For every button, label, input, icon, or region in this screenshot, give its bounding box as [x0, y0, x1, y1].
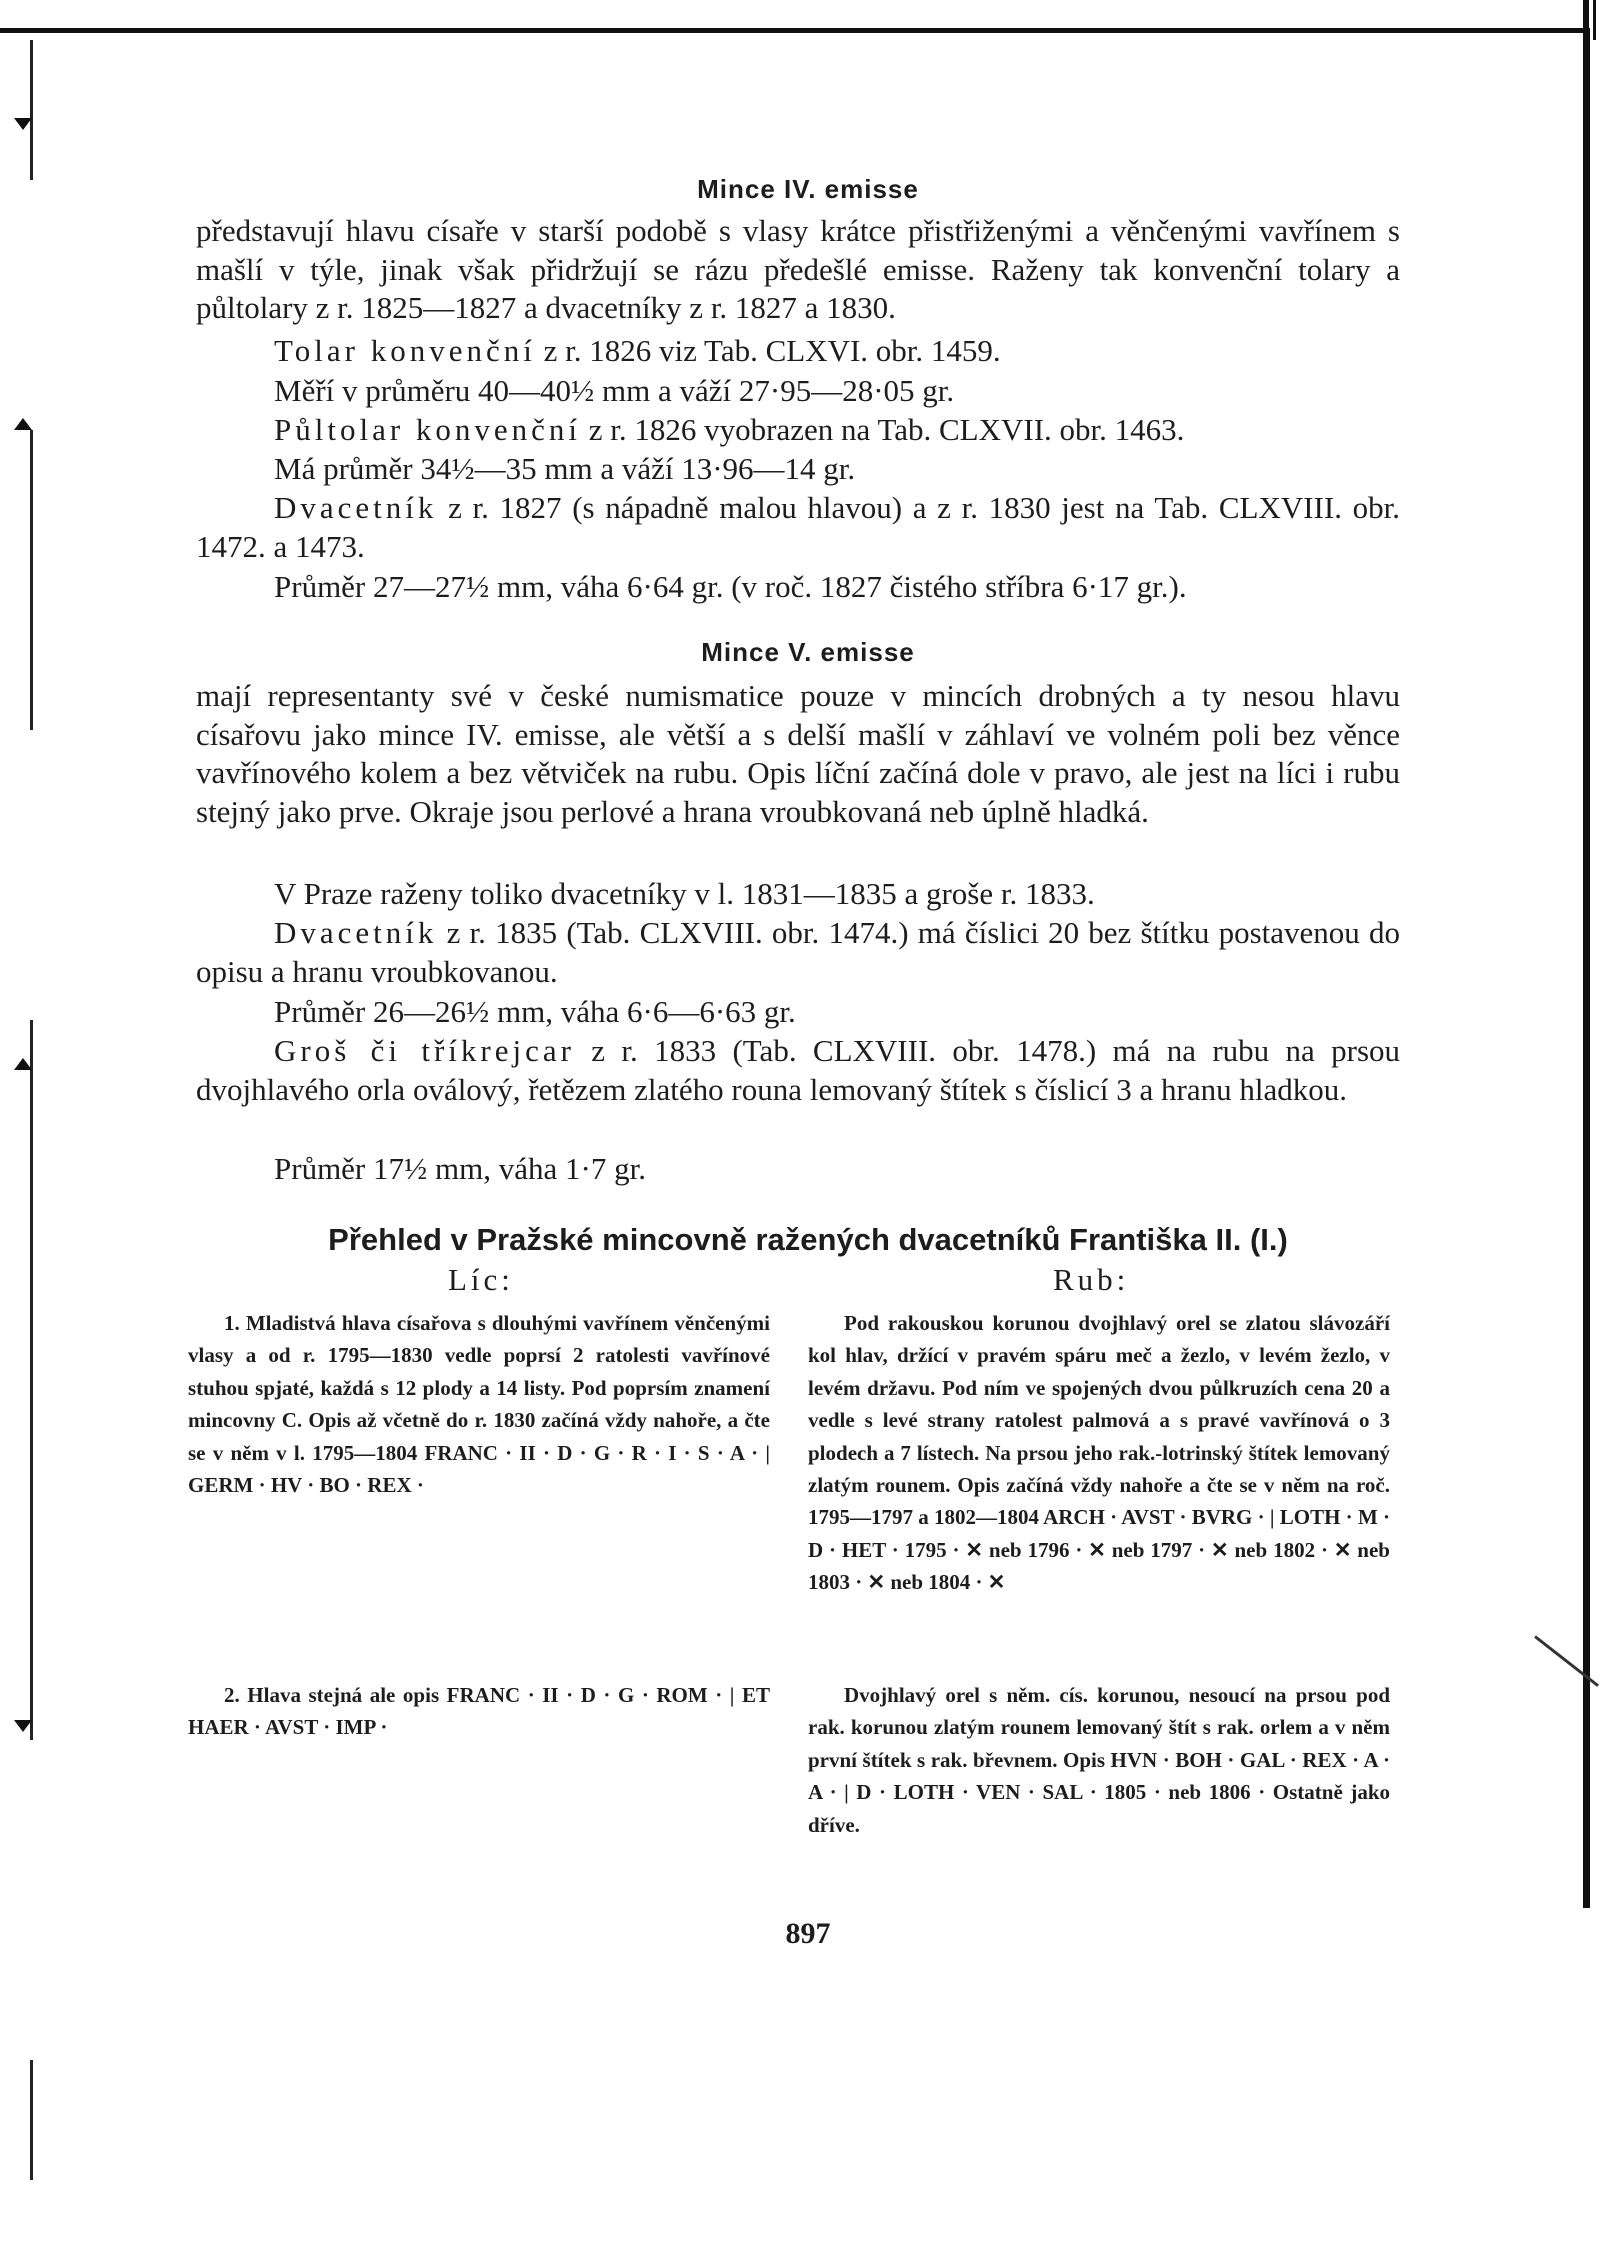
scan-border-corner: [1593, 0, 1596, 40]
scan-border-right: [1583, 28, 1590, 1908]
gros-text: z r. 1833 (Tab. CLXVIII. obr. 1478.) má na rubu na prsou dvojhlavého orla oválový, řetězem zlatého rouna lemovaný štítek s číslicí 3 a hranu hladkou.: [196, 1033, 1401, 1107]
pultolar-entry: [196, 411, 1400, 450]
dvacetnik-iv-entry: [196, 489, 1400, 566]
reverse-heading: Rub:: [1053, 1262, 1130, 1297]
section-iv-intro: představují hlavu císaře v starší podobě s vlasy krátce přistřiženými a věnčenými vavřínem s mašlí v týle, jinak však přidržují se rázu předešlé emisse. Raženy tak konvenční tolary a půltolary z r. 1825—1827 a dvacetníky z r. 1827 a 1830.: [196, 213, 1400, 325]
margin-marker-icon: [14, 1720, 32, 1732]
margin-marker-icon: [14, 418, 32, 430]
left-edge-rule: [30, 2060, 33, 2180]
tolar-text: z r. 1826 viz Tab. CLXVI. obr. 1459.: [543, 333, 1001, 368]
gros-entry: [196, 1032, 1400, 1109]
dvacetnik-iv-size: Průměr 27—27½ mm, váha 6·64 gr. (v roč. 1827 čistého stříbra 6·17 gr.).: [274, 569, 1187, 604]
pultolar-text: z r. 1826 vyobrazen na Tab. CLXVII. obr. 1463.: [588, 412, 1185, 447]
left-edge-rule: [30, 1020, 33, 1740]
margin-marker-icon: [14, 1058, 32, 1070]
reverse-item-1: Pod rakouskou korunou dvojhlavý orel se zlatou slávozáří kol hlav, držící v pravém spáru meč a žezlo, v levém žezlo, v levém državu. Pod ním ve spojených dvou půlkruzích cena 20 a vedle s levé strany ratolest palmová a s pravé vavřínová o 3 plodech a 7 lístech. Na prsou jeho rak.-lotrinský štítek lemovaný zlatým rounem. Opis začíná vždy nahoře a čte se v něm na roč. 1795—1797 a 1802—1804 ARCH · AVST · BVRG · | LOTH · M · D · HET · 1795 · ✕ neb 1796 · ✕ neb 1797 · ✕ neb 1802 · ✕ neb 1803 · ✕ neb 1804 · ✕: [808, 1311, 1391, 1595]
dvacetnik-v-name: Dvacetník: [274, 915, 438, 950]
obverse-item-1: 1. Mladistvá hlava císařova s dlouhými vavřínem věnčenými vlasy a od r. 1795—1830 vedle poprsí 2 ratolesti vavřínové stuhou spjaté, každá s 12 plody a 14 listy. Pod poprsím znamení mincovny C. Opis až včetně do r. 1830 začíná vždy nahoře, a čte se v něm v l. 1795—1804 FRANC · II · D · G · R · I · S · A · | GERM · HV · BO · REX ·: [188, 1311, 770, 1498]
dvacetnik-v-entry: [196, 914, 1400, 991]
tolar-entry: [196, 332, 1400, 371]
section-v-title: Mince V. emisse: [701, 637, 915, 667]
dvacetnik-iv-text: z r. 1827 (s nápadně malou hlavou) a z r. 1830 jest na Tab. CLXVIII. obr. 1472. a 1473.: [196, 490, 1400, 564]
left-edge-rule: [30, 430, 33, 730]
pultolar-name: Půltolar konvenční: [274, 412, 582, 447]
tolar-name: Tolar konvenční: [274, 333, 536, 368]
dvacetnik-iv-name: Dvacetník: [274, 490, 438, 525]
margin-marker-icon: [14, 118, 32, 130]
section-iv-title: Mince IV. emisse: [697, 174, 919, 204]
prague-note: V Praze raženy toliko dvacetníky v l. 1831—1835 a groše r. 1833.: [274, 876, 1095, 911]
pultolar-size: Má průměr 34½—35 mm a váží 13·96—14 gr.: [274, 451, 856, 486]
left-edge-rule: [30, 40, 33, 180]
obverse-heading: Líc:: [448, 1262, 514, 1297]
gros-size: Průměr 17½ mm, váha 1·7 gr.: [274, 1151, 646, 1186]
dvacetnik-v-text: z r. 1835 (Tab. CLXVIII. obr. 1474.) má číslici 20 bez štítku postavenou do opisu a hranu vroubkovanou.: [196, 915, 1400, 989]
obverse-item-2: 2. Hlava stejná ale opis FRANC · II · D · G · ROM · | ET HAER · AVST · IMP ·: [188, 1683, 770, 1740]
section-v-intro: mají representanty své v české numismatice pouze v mincích drobných a ty nesou hlavu císařovu jako mince IV. emisse, ale větší a s delší mašlí v záhlaví ve volném poli bez věnce vavřínového kolem a bez větviček na rubu. Opis líční začíná dole v pravo, ale jest na líci i rubu stejný jako prve. Okraje jsou perlové a hrana vroubkovaná neb úplně hladká.: [196, 678, 1400, 829]
gros-name: Groš či tříkrejcar: [274, 1033, 575, 1068]
scan-border-top: [0, 0, 1589, 33]
dvacetnik-v-size: Průměr 26—26½ mm, váha 6·6—6·63 gr.: [274, 994, 796, 1029]
tolar-size: Měří v průměru 40—40½ mm a váží 27·95—28·05 gr.: [274, 373, 955, 408]
overview-title: Přehled v Pražské mincovně ražených dvacetníků Františka II. (I.): [328, 1222, 1288, 1257]
reverse-item-2: Dvojhlavý orel s něm. cís. korunou, nesoucí na prsou pod rak. korunou zlatým rounem lemovaný štít s rak. orlem a v něm první štítek s rak. břevnem. Opis HVN · BOH · GAL · REX · A · A · | D · LOTH · VEN · SAL · 1805 · neb 1806 · Ostatně jako dříve.: [808, 1683, 1390, 1837]
page-number: 897: [785, 1917, 831, 1950]
